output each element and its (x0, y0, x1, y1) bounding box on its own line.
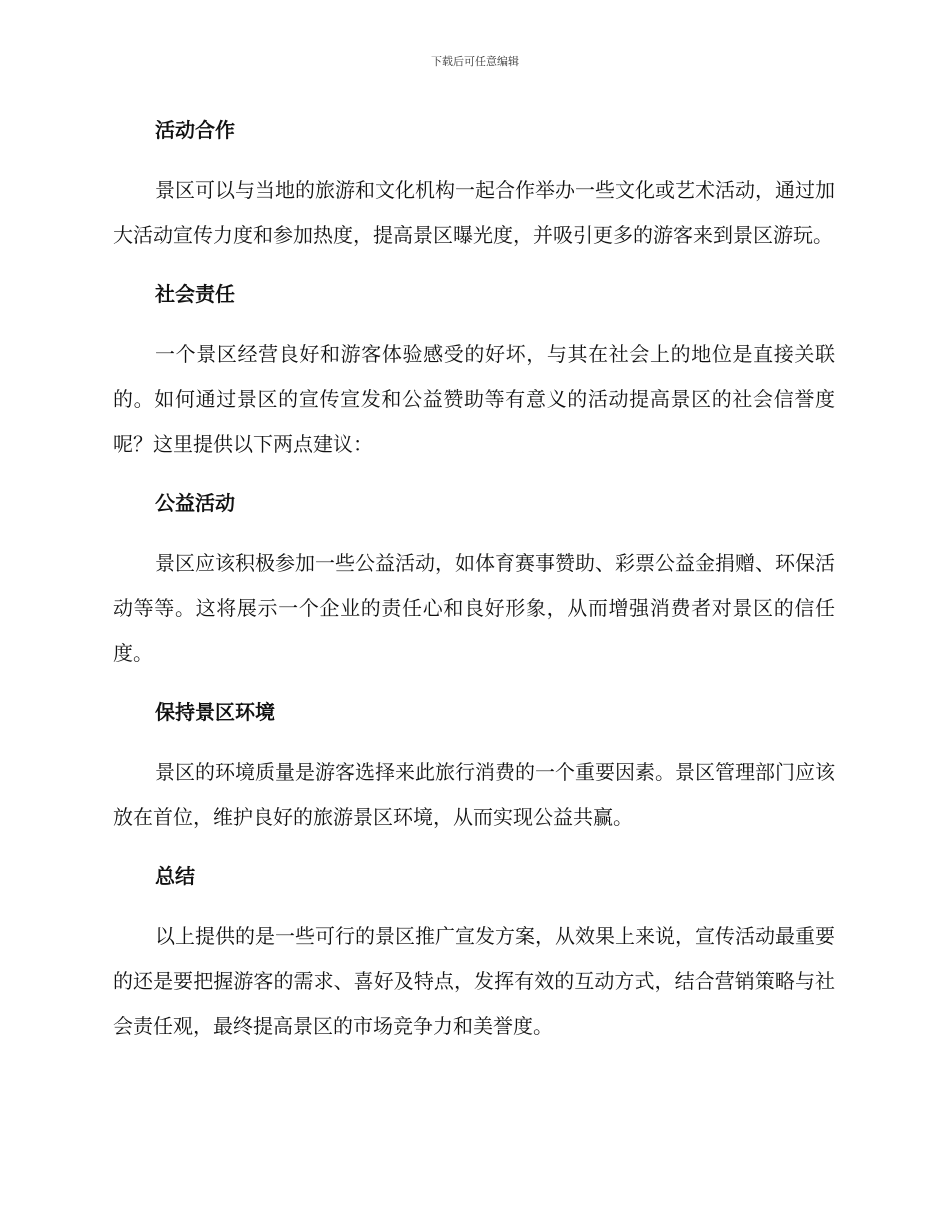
section-heading: 保持景区环境 (155, 700, 275, 724)
document-body (113, 110, 835, 1065)
section-social-responsibility (113, 274, 835, 467)
section-paragraph: 景区可以与当地的旅游和文化机构一起合作举办一些文化或艺术活动，通过加大活动宣传力度和参加热度，提高景区曝光度，并吸引更多的游客来到景区游玩。 (113, 178, 835, 247)
section-public-welfare (113, 483, 835, 676)
section-paragraph: 景区应该积极参加一些公益活动，如体育赛事赞助、彩票公益金捐赠、环保活动等等。这将展示一个企业的责任心和良好形象，从而增强消费者对景区的信任度。 (113, 551, 835, 665)
section-summary (113, 856, 835, 1049)
section-heading: 活动合作 (155, 118, 235, 142)
section-environment (113, 692, 835, 840)
section-paragraph: 一个景区经营良好和游客体验感受的好坏，与其在社会上的地位是直接关联的。如何通过景区的宣传宣发和公益赞助等有意义的活动提高景区的社会信誉度呢？这里提供以下两点建议： (113, 342, 835, 456)
section-heading: 公益活动 (155, 491, 235, 515)
section-paragraph: 以上提供的是一些可行的景区推广宣发方案，从效果上来说，宣传活动最重要的还是要把握游客的需求、喜好及特点，发挥有效的互动方式，结合营销策略与社会责任观，最终提高景区的市场竞争力和美誉度。 (113, 924, 835, 1038)
page-header-note: 下载后可任意编辑 (431, 55, 519, 68)
section-heading: 总结 (155, 864, 195, 888)
section-paragraph: 景区的环境质量是游客选择来此旅行消费的一个重要因素。景区管理部门应该放在首位，维护良好的旅游景区环境，从而实现公益共赢。 (113, 760, 835, 829)
section-heading: 社会责任 (155, 282, 235, 306)
section-activity-cooperation (113, 110, 835, 258)
